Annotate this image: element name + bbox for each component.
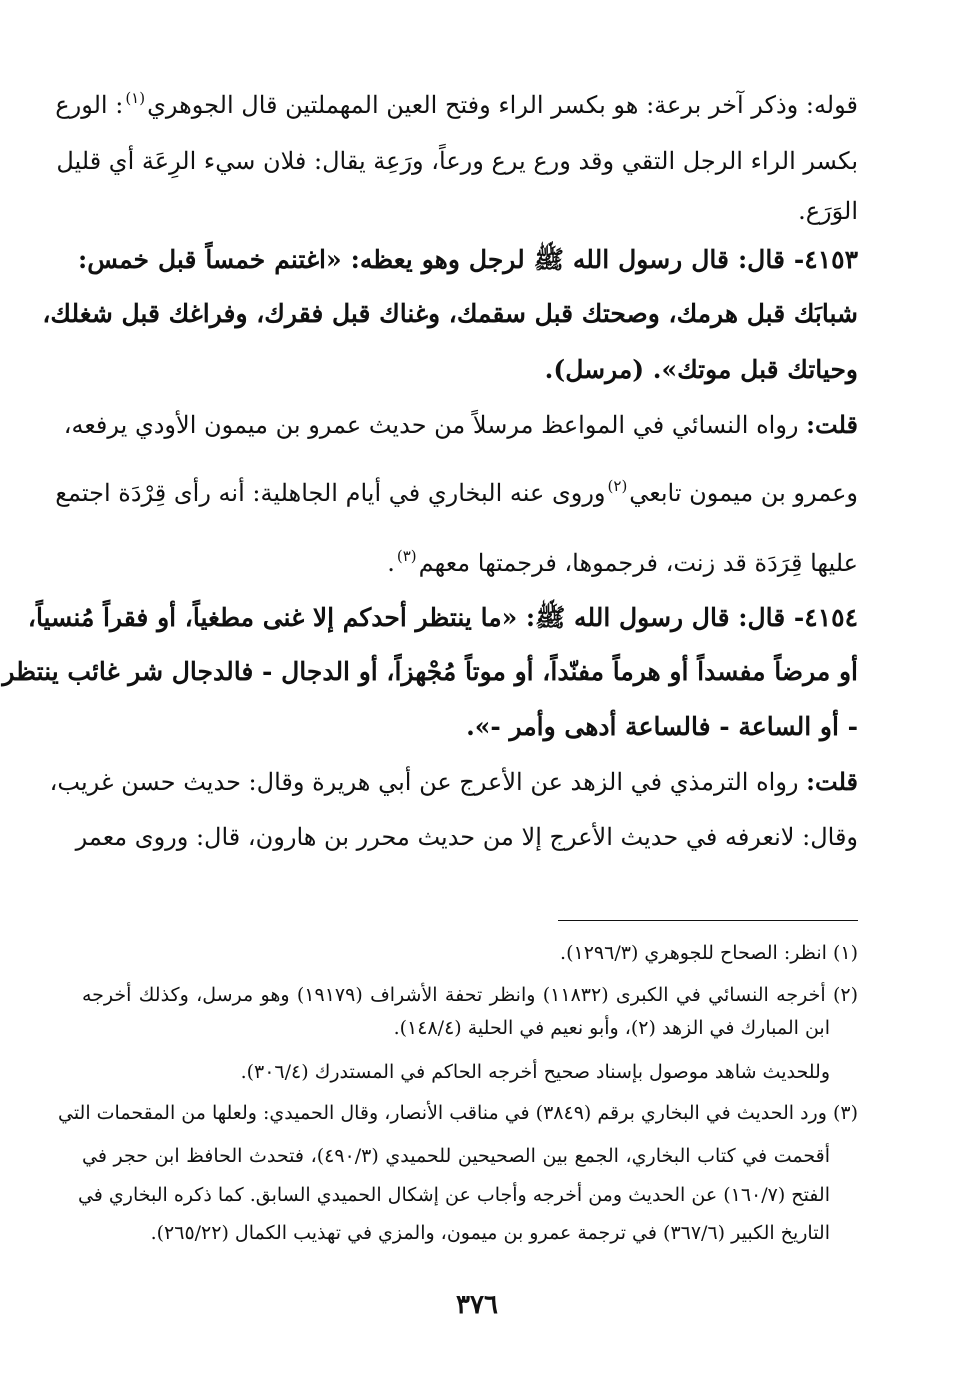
paragraph-line [55, 89, 858, 120]
footnote-3-cont: أقحمت في كتاب البخاري، الجمع بين الصحيحين للحميدي (٤٩٠/٣)، فتحدث الحافظ ابن حجر في [82, 1145, 830, 1167]
hadith-line: وحياتك قبل موتك». (مرسل). [544, 355, 858, 384]
text-span: رواه النسائي في المواعظ مرسلاً من حديث عمرو بن ميمون الأودي يرفعه، [63, 411, 799, 439]
text-span: . [387, 549, 395, 577]
commentary-line [55, 477, 858, 508]
paragraph-line: الوَرَع. [798, 197, 858, 225]
commentary-line [78, 548, 858, 578]
commentary-line [63, 410, 858, 440]
footnote-2-cont: وللحديث شاهد موصول بإسناد صحيح أخرجه الحاكم في المستدرك (٣٠٦/٤). [240, 1061, 830, 1083]
footnote-separator [558, 920, 858, 921]
text-span: قوله: وذكر آخر برعة: هو بكسر الراء وفتح العين المهملتين قال الجوهري [147, 91, 858, 119]
hadith-line: - أو الساعة - فالساعة أدهى وأمر -». [466, 712, 858, 741]
footnote-3: (٣) ورد الحديث في البخاري برقم (٣٨٤٩) في مناقب الأنصار، وقال الحميدي: ولعلها من المقحمات التي [57, 1102, 858, 1124]
footnote-1: (١) انظر: الصحاح للجوهري (١٢٩٦/٣). [560, 942, 858, 964]
text-span: وروى عنه البخاري في أيام الجاهلية: أنه رأى قِرْدَة اجتمع [55, 479, 606, 507]
text-span: وعمرو بن ميمون تابعي [629, 479, 858, 507]
footnote-ref[interactable]: (٢) [607, 477, 628, 495]
hadith-line: أو مرضاً مفسداً أو هرماً مفنّداً، أو موتاً مُجْهزاً، أو الدجال - فالدجال شر غائب ينتظر [2, 657, 858, 686]
text-span: : الورع [55, 91, 124, 119]
footnote-3-cont: الفتح (١٦٠/٧) عن الحديث ومن أخرجه وأجاب عن إشكال الحميدي السابق. كما ذكره البخاري في [77, 1184, 830, 1206]
text-span: عليها قِرَدَة قد زنت، فرجموها، فرجمتها معهم [418, 549, 858, 577]
hadith-line: ٤١٥٤- قال: قال رسول الله ﷺ: «ما ينتظر أحدكم إلا غنى مطغياً، أو فقراً مُنسياً، [27, 603, 858, 632]
text-span: رواه الترمذي في الزهد عن الأعرج عن أبي هريرة وقال: حديث حسن غريب، [49, 768, 799, 796]
footnote-2: (٢) أخرجه النسائي في الكبرى (١١٨٣٢) وانظر تحفة الأشراف (١٩١٧٩) وهو مرسل، وكذلك أخرجه [82, 984, 858, 1006]
hadith-line: شبابَك قبل هرمك، وصحتك قبل سقمك، وغناك قبل فقرك، وفراغك قبل شغلك، [42, 299, 858, 328]
paragraph-line: بكسر الراء الرجل التقي وقد ورع يرع ورعاً، ورَعِة يقال: فلان سيء الرِعَة أي قليل [56, 147, 858, 175]
footnote-2-cont: ابن المبارك في الزهد (٢)، وأبو نعيم في الحلية (١٤٨/٤). [393, 1017, 830, 1039]
footnote-ref[interactable]: (١) [125, 89, 146, 107]
page-number: ٣٧٦ [456, 1290, 498, 1320]
commentary-lead-text: قلت: [806, 410, 858, 439]
footnote-ref[interactable]: (٣) [396, 547, 417, 565]
hadith-line: ٤١٥٣- قال: قال رسول الله ﷺ لرجل وهو يعظه: «اغتنم خمساً قبل خمس: [78, 245, 858, 274]
commentary-lead-text: قلت: [806, 767, 858, 796]
commentary-line: وقال: لانعرفه في حديث الأعرج إلا من حديث محرر بن هارون، قال: وروى معمر [75, 823, 858, 851]
footnote-3-cont: التاريخ الكبير (٣٦٧/٦) في ترجمة عمرو بن ميمون، والمزي في تهذيب الكمال (٢٦٥/٢٢). [150, 1222, 830, 1244]
commentary-line [49, 767, 858, 797]
